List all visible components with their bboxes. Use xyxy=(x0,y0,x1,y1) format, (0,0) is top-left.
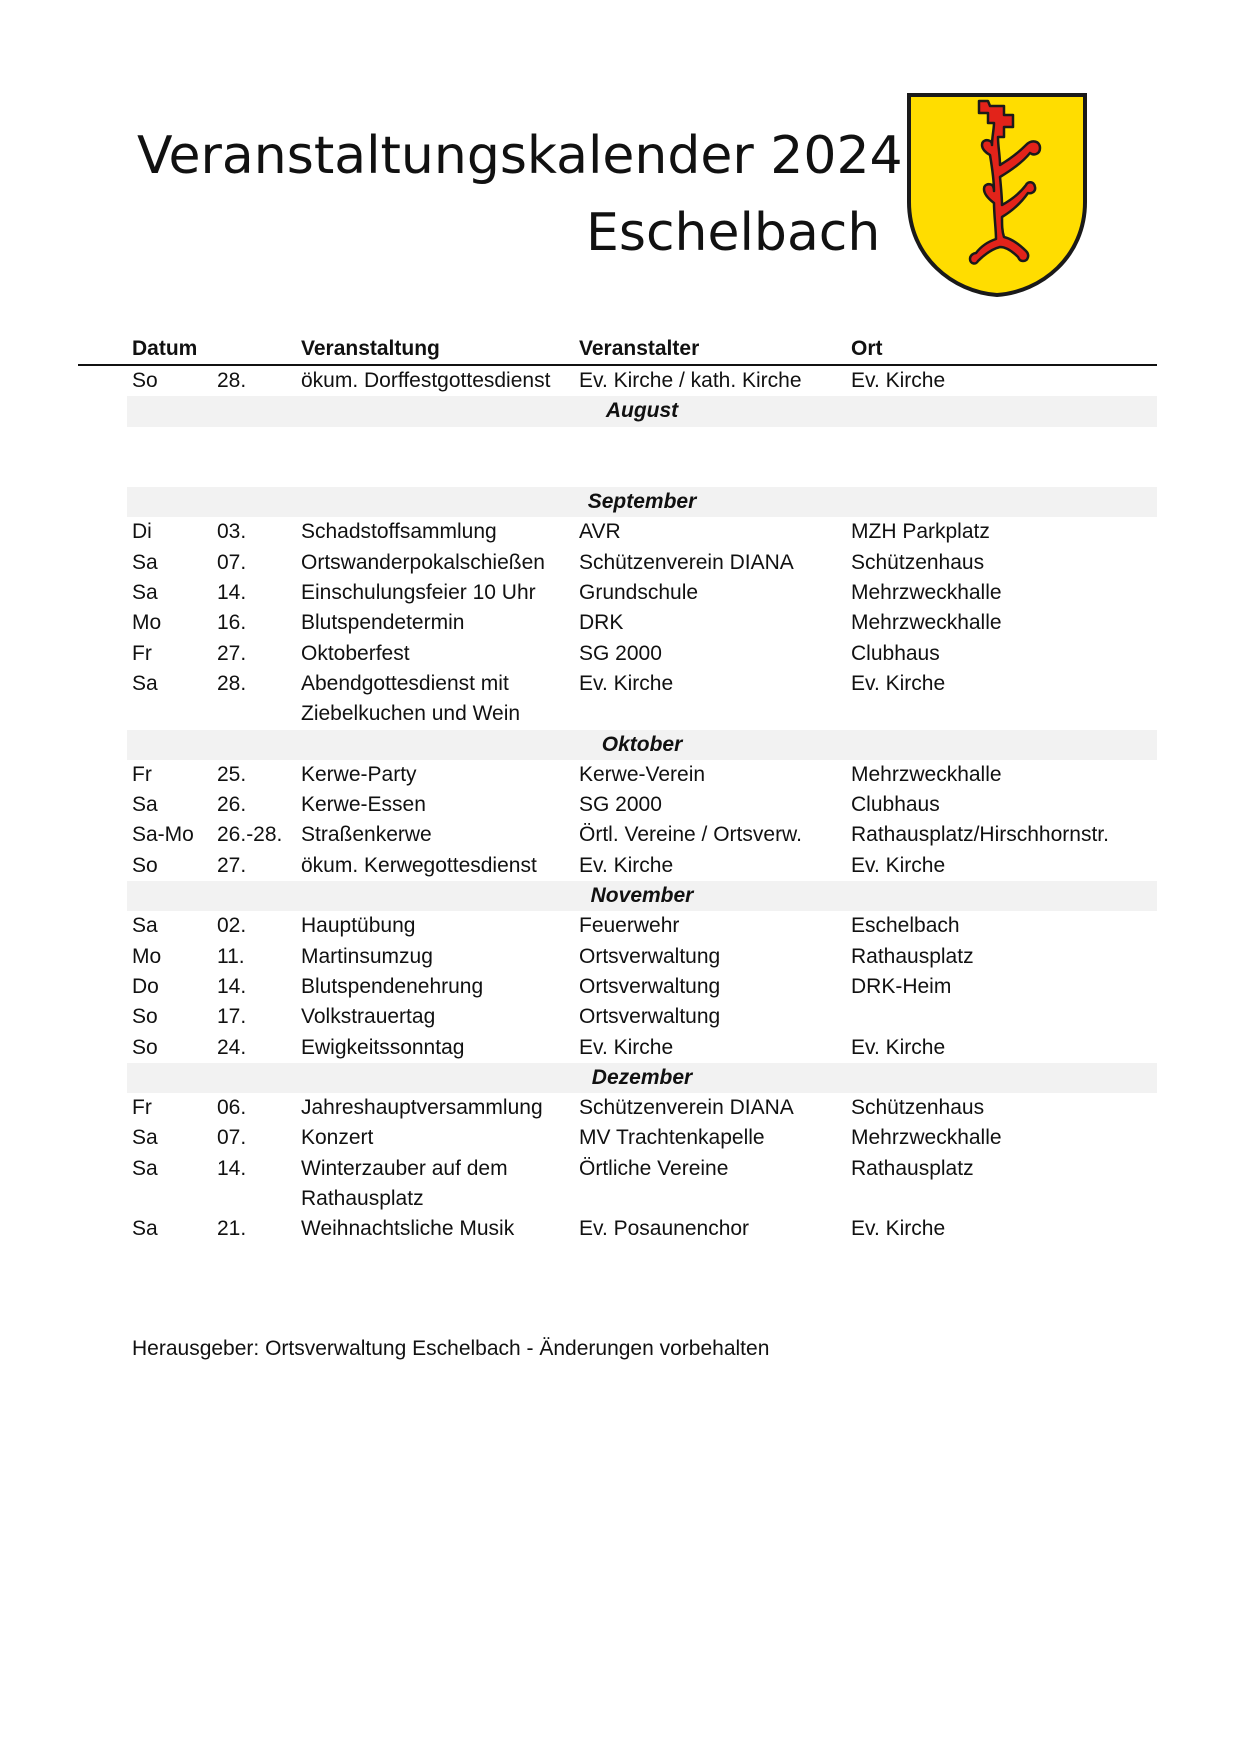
cell-organizer: SG 2000 xyxy=(579,793,662,817)
cell-organizer: Ev. Kirche xyxy=(579,671,674,695)
cell-organizer: Grundschule xyxy=(579,581,699,605)
cell-event: Kerwe-Party xyxy=(301,762,417,786)
cell-day: Fr xyxy=(132,641,152,665)
table-row xyxy=(78,1214,1157,1244)
cell-place: Ev. Kirche xyxy=(851,853,946,877)
cell-organizer: Ev. Kirche xyxy=(579,1035,674,1059)
table-row xyxy=(78,760,1157,790)
cell-date: 26.-28. xyxy=(217,823,283,847)
table-row xyxy=(78,1093,1157,1123)
cell-day: Do xyxy=(132,974,159,998)
empty-month-space xyxy=(78,427,1157,488)
cell-date: 02. xyxy=(217,914,247,938)
table-row xyxy=(78,1033,1157,1063)
cell-event: Ewigkeitssonntag xyxy=(301,1035,465,1059)
cell-day: So xyxy=(132,853,158,877)
cell-place: Ev. Kirche xyxy=(851,369,946,392)
cell-day: Fr xyxy=(132,1096,152,1120)
table-row xyxy=(78,669,1157,730)
cell-place: Ev. Kirche xyxy=(851,1035,946,1059)
cell-date: 07. xyxy=(217,1126,247,1150)
cell-date: 26. xyxy=(217,793,247,817)
cell-event: Einschulungsfeier 10 Uhr xyxy=(301,581,536,605)
cell-event: Winterzauber auf dem Rathausplatz xyxy=(301,1156,508,1211)
page-subtitle: Eschelbach xyxy=(586,203,881,263)
cell-place: Mehrzweckhalle xyxy=(851,762,1002,786)
table-row xyxy=(78,639,1157,669)
cell-date: 27. xyxy=(217,641,247,665)
cell-day: So xyxy=(132,1035,158,1059)
cell-event: Jahreshauptversammlung xyxy=(301,1096,543,1120)
table-row xyxy=(78,911,1157,941)
month-header-november: November xyxy=(127,881,1157,911)
cell-day: Sa xyxy=(132,1217,158,1241)
cell-day: Sa xyxy=(132,1126,158,1150)
cell-day: Mo xyxy=(132,611,162,635)
cell-date: 24. xyxy=(217,1035,247,1059)
event-table xyxy=(78,334,1157,1245)
cell-date: 14. xyxy=(217,1156,247,1180)
cell-day: Sa xyxy=(132,550,158,574)
cell-organizer: Ev. Posaunenchor xyxy=(579,1217,750,1241)
cell-place: Rathausplatz/Hirschhornstr. xyxy=(851,823,1109,847)
cell-date: 03. xyxy=(217,520,247,544)
cell-day: Sa xyxy=(132,581,158,605)
cell-day: Di xyxy=(132,520,152,544)
cell-event: ökum. Kerwegottesdienst xyxy=(301,853,537,877)
cell-place: Schützenhaus xyxy=(851,1096,985,1120)
cell-place: Rathausplatz xyxy=(851,944,974,968)
cell-date: 11. xyxy=(217,944,245,968)
table-row xyxy=(78,548,1157,578)
month-header-september: September xyxy=(127,487,1157,517)
table-row xyxy=(78,820,1157,850)
cell-place: Mehrzweckhalle xyxy=(851,581,1002,605)
cell-event: Oktoberfest xyxy=(301,641,410,665)
table-row xyxy=(78,578,1157,608)
cell-event: Straßenkerwe xyxy=(301,823,432,847)
cell-day: Sa xyxy=(132,671,158,695)
cell-date: 16. xyxy=(217,611,247,635)
table-row xyxy=(78,517,1157,547)
cell-event: Martinsumzug xyxy=(301,944,433,968)
table-row xyxy=(78,851,1157,881)
month-header-august: August xyxy=(127,396,1157,426)
cell-organizer: DRK xyxy=(579,611,624,635)
cell-organizer: Ortsverwaltung xyxy=(579,944,721,968)
cell-event: Kerwe-Essen xyxy=(301,793,426,817)
cell-day: So xyxy=(132,1005,158,1029)
table-row xyxy=(78,1123,1157,1153)
cell-date: 17. xyxy=(217,1005,247,1029)
cell-date: 28. xyxy=(217,671,247,695)
cell-day: Sa-Mo xyxy=(132,823,194,847)
month-header-dezember: Dezember xyxy=(127,1063,1157,1093)
cell-place: Clubhaus xyxy=(851,641,940,665)
cell-place: Rathausplatz xyxy=(851,1156,974,1180)
header-organizer: Veranstalter xyxy=(579,337,700,360)
cell-event: Weihnachtsliche Musik xyxy=(301,1217,515,1241)
cell-day: So xyxy=(132,369,158,392)
cell-day: Sa xyxy=(132,793,158,817)
cell-date: 14. xyxy=(217,581,247,605)
cell-date: 06. xyxy=(217,1096,247,1120)
header-event: Veranstaltung xyxy=(301,337,440,360)
cell-event: ökum. Dorffestgottesdienst xyxy=(301,369,551,392)
cell-event: Hauptübung xyxy=(301,914,416,938)
cell-day: Sa xyxy=(132,1156,158,1180)
table-row xyxy=(78,972,1157,1002)
publisher-note: Herausgeber: Ortsverwaltung Eschelbach - Änderungen vorbehalten xyxy=(132,1337,770,1360)
cell-place: Mehrzweckhalle xyxy=(851,611,1002,635)
cell-place: Schützenhaus xyxy=(851,550,985,574)
table-row xyxy=(78,1002,1157,1032)
cell-organizer: Örtl. Vereine / Ortsverw. xyxy=(579,823,802,847)
cell-date: 27. xyxy=(217,853,247,877)
table-row xyxy=(78,1154,1157,1215)
cell-event: Schadstoffsammlung xyxy=(301,520,497,544)
table-row xyxy=(78,608,1157,638)
cell-event: Abendgottesdienst mit Ziebelkuchen und Wein xyxy=(301,671,521,726)
cell-place: Ev. Kirche xyxy=(851,671,946,695)
cell-organizer: Ortsverwaltung xyxy=(579,974,721,998)
cell-date: 14. xyxy=(217,974,247,998)
cell-place: Clubhaus xyxy=(851,793,940,817)
cell-organizer: Kerwe-Verein xyxy=(579,762,706,786)
cell-organizer: SG 2000 xyxy=(579,641,662,665)
cell-organizer: AVR xyxy=(579,520,621,544)
cell-event: Volkstrauertag xyxy=(301,1005,436,1029)
cell-place: DRK-Heim xyxy=(851,974,952,998)
cell-organizer: Ortsverwaltung xyxy=(579,1005,721,1029)
table-row xyxy=(78,942,1157,972)
cell-event: Blutspendetermin xyxy=(301,611,465,635)
cell-organizer: Feuerwehr xyxy=(579,914,680,938)
cell-organizer: Schützenverein DIANA xyxy=(579,1096,794,1120)
cell-day: Mo xyxy=(132,944,162,968)
cell-day: Fr xyxy=(132,762,152,786)
table-row xyxy=(78,366,1157,396)
cell-date: 07. xyxy=(217,550,247,574)
coat-of-arms-logo xyxy=(906,92,1088,298)
cell-organizer: Örtliche Vereine xyxy=(579,1156,729,1180)
cell-date: 25. xyxy=(217,762,247,786)
cell-date: 21. xyxy=(217,1217,247,1241)
cell-place: Eschelbach xyxy=(851,914,960,938)
cell-day: Sa xyxy=(132,914,158,938)
page-title: Veranstaltungskalender 2024 xyxy=(137,126,903,186)
cell-event: Konzert xyxy=(301,1126,374,1150)
cell-place: Ev. Kirche xyxy=(851,1217,946,1241)
cell-organizer: MV Trachtenkapelle xyxy=(579,1126,765,1150)
header-place: Ort xyxy=(851,337,883,360)
cell-event: Ortswanderpokalschießen xyxy=(301,550,545,574)
cell-date: 28. xyxy=(217,369,247,392)
cell-place: Mehrzweckhalle xyxy=(851,1126,1002,1150)
cell-organizer: Ev. Kirche xyxy=(579,853,674,877)
cell-event: Blutspendenehrung xyxy=(301,974,484,998)
month-header-oktober: Oktober xyxy=(127,730,1157,760)
cell-organizer: Ev. Kirche / kath. Kirche xyxy=(579,369,802,392)
cell-organizer: Schützenverein DIANA xyxy=(579,550,794,574)
cell-place: MZH Parkplatz xyxy=(851,520,990,544)
table-header xyxy=(78,334,1157,366)
table-row xyxy=(78,790,1157,820)
header-date: Datum xyxy=(132,337,198,360)
